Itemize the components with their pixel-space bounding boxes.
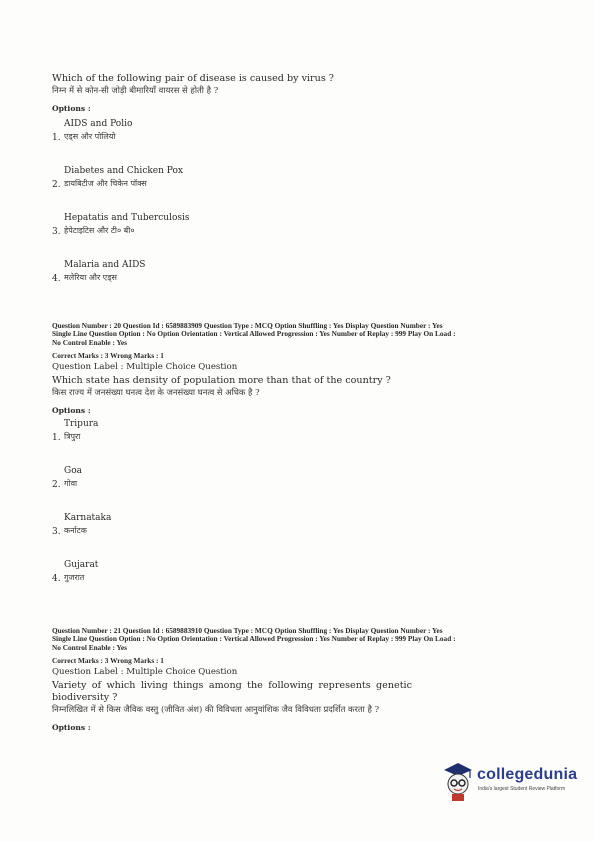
option-item [52, 511, 542, 558]
option-text-en: Goa [64, 466, 82, 477]
option-text-en: Tripura [64, 419, 99, 430]
question-meta [52, 322, 542, 347]
collegedunia-logo [440, 760, 580, 802]
question-20-block [52, 322, 542, 605]
question-text-en: Which state has density of population more than that of the country ? [52, 375, 391, 387]
question-text-hi: किस राज्य में जनसंख्या घनत्व देश के जनसंख्या घनत्व से अधिक है ? [52, 387, 260, 398]
option-text-hi: कर्नाटक [64, 526, 87, 536]
question-text-en: Variety of which living things among the following represents genetic biodiversity ? [52, 680, 412, 704]
marks-line: Correct Marks : 3 Wrong Marks : 1 [52, 351, 164, 361]
option-number: 3. [52, 227, 61, 237]
option-item [52, 558, 542, 605]
option-text-hi: गोवा [64, 479, 78, 489]
meta-line: Single Line Question Option : No Option Orientation : Vertical Allowed Progression : Yes Number of Replay : 999 Play On Load : [52, 329, 456, 339]
option-text-en: Diabetes and Chicken Pox [64, 166, 183, 176]
option-text-hi: डायबिटीज और चिकेन पॉक्स [64, 179, 147, 188]
option-number: 1. [52, 433, 61, 444]
brand-tagline: India's largest Student Review Platform [478, 786, 566, 792]
graduate-mascot-icon [440, 760, 476, 802]
option-text-en: Hepatatis and Tuberculosis [64, 213, 190, 223]
meta-line: No Control Enable : Yes [52, 642, 127, 652]
option-text-en: AIDS and Polio [64, 119, 133, 129]
option-text-hi: गुजरात [64, 573, 85, 583]
meta-line: Question Number : 21 Question Id : 6589883910 Question Type : MCQ Option Shuffling : Yes Display Question Number : Yes [52, 626, 443, 635]
question-label: Question Label : Multiple Choice Question [52, 667, 238, 678]
question-19-block [52, 73, 542, 305]
option-number: 2. [52, 180, 61, 190]
meta-line: Single Line Question Option : No Option Orientation : Vertical Allowed Progression : Yes Number of Replay : 999 Play On Load : [52, 634, 456, 644]
option-item [52, 117, 542, 164]
option-text-hi: एड्स और पोलियो [64, 132, 116, 141]
marks-line: Correct Marks : 3 Wrong Marks : 1 [52, 656, 164, 666]
option-text-en: Malaria and AIDS [64, 260, 146, 270]
option-number: 1. [52, 133, 61, 143]
question-text-hi: निम्न में से कोन-सी जोड़ी बीमारियाँ वायरस से होती है ? [52, 85, 219, 95]
question-text-en: Which of the following pair of disease is caused by virus ? [52, 73, 334, 84]
options-title: Options : [52, 723, 91, 733]
option-number: 3. [52, 527, 61, 538]
meta-line: Question Number : 20 Question Id : 6589883909 Question Type : MCQ Option Shuffling : Yes Display Question Number : Yes [52, 321, 443, 330]
question-meta [52, 627, 542, 652]
option-text-en: Karnataka [64, 513, 112, 524]
option-text-en: Gujarat [64, 560, 99, 571]
option-number: 2. [52, 480, 61, 491]
question-21-block [52, 627, 542, 732]
option-text-hi: मलेरिया और एड्स [64, 273, 117, 282]
options-title: Options : [52, 406, 91, 416]
option-item [52, 211, 542, 258]
option-item [52, 258, 542, 305]
option-number: 4. [52, 274, 61, 284]
option-text-hi: हेपेटाइटिस और टी० बी० [64, 226, 135, 235]
option-number: 4. [52, 574, 61, 585]
option-item [52, 464, 542, 511]
option-item [52, 164, 542, 211]
options-list [52, 417, 542, 605]
options-list [52, 117, 542, 305]
options-title: Options : [52, 104, 91, 113]
question-label: Question Label : Multiple Choice Question [52, 362, 238, 373]
meta-line: No Control Enable : Yes [52, 337, 127, 347]
question-text-hi: निम्नलिखित में से किस जैविक वस्तु (जीवित अंश) की विविधता आनुवांशिक जैव विविधता प्रदर्शित करता है ? [52, 704, 380, 715]
option-text-hi: त्रिपुरा [64, 432, 81, 442]
option-item [52, 417, 542, 464]
brand-name: collegedunia [477, 766, 578, 783]
